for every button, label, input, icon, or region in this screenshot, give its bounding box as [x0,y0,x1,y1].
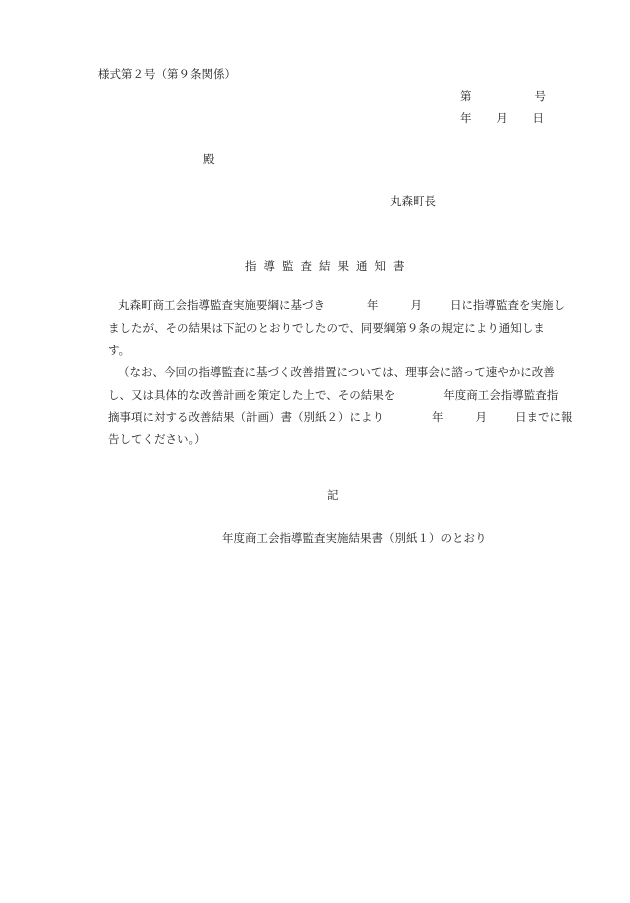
document-number-line [460,88,546,104]
number-prefix: 第 [460,89,472,103]
body-line-5-text-a: し、又は具体的な改善計画を策定した上で、その結果を [108,388,396,402]
body-line-3: す。 [108,343,131,357]
body-line-6 [108,409,573,425]
body-line-6-month: 月 [475,410,487,424]
body-line-1-text-a: 丸森町商工会指導監査実施要綱に基づき [118,298,325,312]
date-month: 月 [496,111,508,125]
form-number: 様式第２号（第９条関係） [98,67,236,81]
addressee-honorific: 殿 [203,152,215,166]
body-line-1-text-d: 日に指導監査を実施し [450,298,565,312]
document-title: 指導監査結果通知書 [245,259,412,273]
number-suffix: 号 [534,89,546,103]
body-line-4: （なお、今回の指導監査に基づく改善措置については、理事会に諮って速やかに改善 [118,365,555,379]
document-date-line [460,110,544,126]
date-day: 日 [532,111,544,125]
body-line-6-text-d: 日までに報 [515,410,573,424]
date-year: 年 [460,111,472,125]
note-item: 年度商工会指導監査実施結果書（別紙１）のとおり [222,531,487,545]
body-line-6-year: 年 [432,410,444,424]
body-line-5-text-b: 年度商工会指導監査指 [443,388,559,402]
body-line-1-month: 月 [410,298,422,312]
body-line-1 [118,297,565,313]
sender-name: 丸森町長 [390,194,436,208]
body-line-6-text-a: 摘事項に対する改善結果（計画）書（別紙２）により [108,410,384,424]
body-line-5 [108,387,558,403]
body-line-1-year: 年 [367,298,379,312]
body-line-2: ましたが、その結果は下記のとおりでしたので、同要綱第９条の規定により通知しま [108,321,545,335]
note-heading: 記 [327,488,339,502]
body-line-7: 告してください。） [108,432,206,446]
